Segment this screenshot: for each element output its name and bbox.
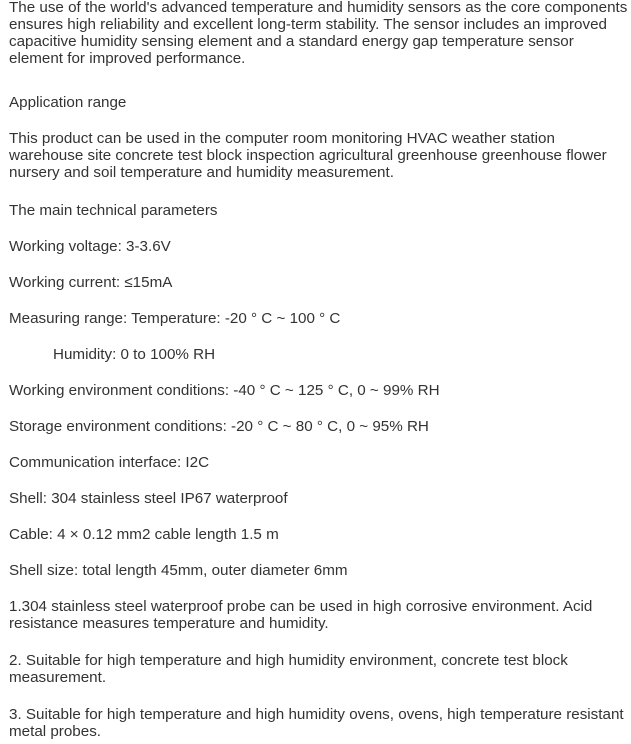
spec-humidity-range: Humidity: 0 to 100% RH <box>53 346 216 363</box>
spec-communication-interface: Communication interface: I2C <box>9 454 210 471</box>
spec-shell-size: Shell size: total length 45mm, outer diameter 6mm <box>9 562 348 579</box>
application-range-paragraph: This product can be used in the computer room monitoring HVAC weather station warehouse site concrete test block inspection agricultural greenhouse greenhouse flower nursery and soil temperature and humidity measurement. <box>9 130 607 181</box>
intro-paragraph: The use of the world's advanced temperature and humidity sensors as the core components ensures high reliability and excellent long-term stability. The sensor includes an improved capacitive humidity sensing element and a standard energy gap temperature sensor element for improved performance. <box>9 0 628 67</box>
technical-parameters-heading: The main technical parameters <box>9 202 218 219</box>
spec-working-current: Working current: ≤15mA <box>9 274 173 291</box>
spec-cable: Cable: 4 × 0.12 mm2 cable length 1.5 m <box>9 526 279 543</box>
spec-shell: Shell: 304 stainless steel IP67 waterproof <box>9 490 288 507</box>
feature-1: 1.304 stainless steel waterproof probe can be used in high corrosive environment. Acid resistance measures temperature and humidity. <box>9 598 593 632</box>
spec-storage-environment: Storage environment conditions: -20 ° C ~ 80 ° C, 0 ~ 95% RH <box>9 418 429 435</box>
spec-working-environment: Working environment conditions: -40 ° C ~ 125 ° C, 0 ~ 99% RH <box>9 382 440 399</box>
feature-3: 3. Suitable for high temperature and high humidity ovens, ovens, high temperature resistant metal probes. <box>9 706 624 740</box>
spec-working-voltage: Working voltage: 3-3.6V <box>9 238 171 255</box>
application-range-heading: Application range <box>9 94 127 111</box>
spec-measuring-range: Measuring range: Temperature: -20 ° C ~ 100 ° C <box>9 310 341 327</box>
feature-2: 2. Suitable for high temperature and high humidity environment, concrete test block measurement. <box>9 652 568 686</box>
